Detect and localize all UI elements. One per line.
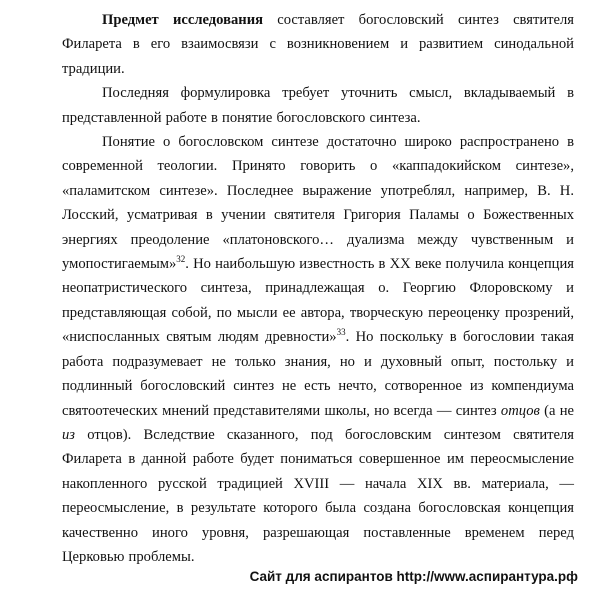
footnote-ref: 33 (336, 327, 346, 338)
text-run: . Но наибольшую известность в XX веке получила концепция неопатристического синтеза, принадлежащая о. Георгию Флоровскому и представляющая собой, по мысли ее автора, творческую переоценку прозрений, «ниспосланных святым людям древности» (62, 256, 574, 346)
paragraph-subject (62, 8, 574, 81)
text-run: составляет богословский синтез святителя Филарета в его взаимосвязи с возникновением и развитием синодальной традиции. (62, 12, 574, 77)
text-run: отцов (500, 402, 540, 419)
document-body (62, 8, 574, 569)
text-run: Последняя формулировка требует уточнить смысл, вкладываемый в представленной работе в понятие богословского синтеза. (62, 85, 574, 126)
text-run: отцов). Вследствие сказанного, под богословским синтезом святителя Филарета в данной работе будет пониматься совершенное им переосмысление накопленного русской традицией XVIII — начала XIX вв. материала, — переосмысление, в результате которого была создана богословская концепция качественно иного уровня, разрешающая поставленные временем перед Церковью проблемы. (62, 426, 574, 565)
text-run: (а не (539, 402, 575, 419)
text-run: Понятие о богословском синтезе достаточно широко распространено в современной теологии. Принято говорить о «каппадокийском синтезе», «паламитском синтезе». Последнее выражение употреблял, например, В. Н. Лосский, усматривая в учении святителя Григория Паламы о Божественных энергиях преодоление «платоновского… дуализма между чувственным и умопостигаемым» (62, 134, 574, 273)
site-footer-text: Сайт для аспирантов http://www.аспирантура.рф (249, 569, 578, 584)
paragraph-synthesis (62, 130, 574, 569)
paragraph-formulation (62, 81, 574, 130)
footnote-ref: 32 (176, 254, 186, 265)
text-run: Предмет исследования (102, 12, 263, 28)
text-run: из (62, 426, 75, 443)
text-run: . Но поскольку в богословии такая работа подразумевает не только знания, но и духовный опыт, постольку и подлинный богословский синтез не есть нечто, сотворенное из компендиума святоотеческих мнений представителями школы, но всегда — синтез (62, 329, 574, 419)
